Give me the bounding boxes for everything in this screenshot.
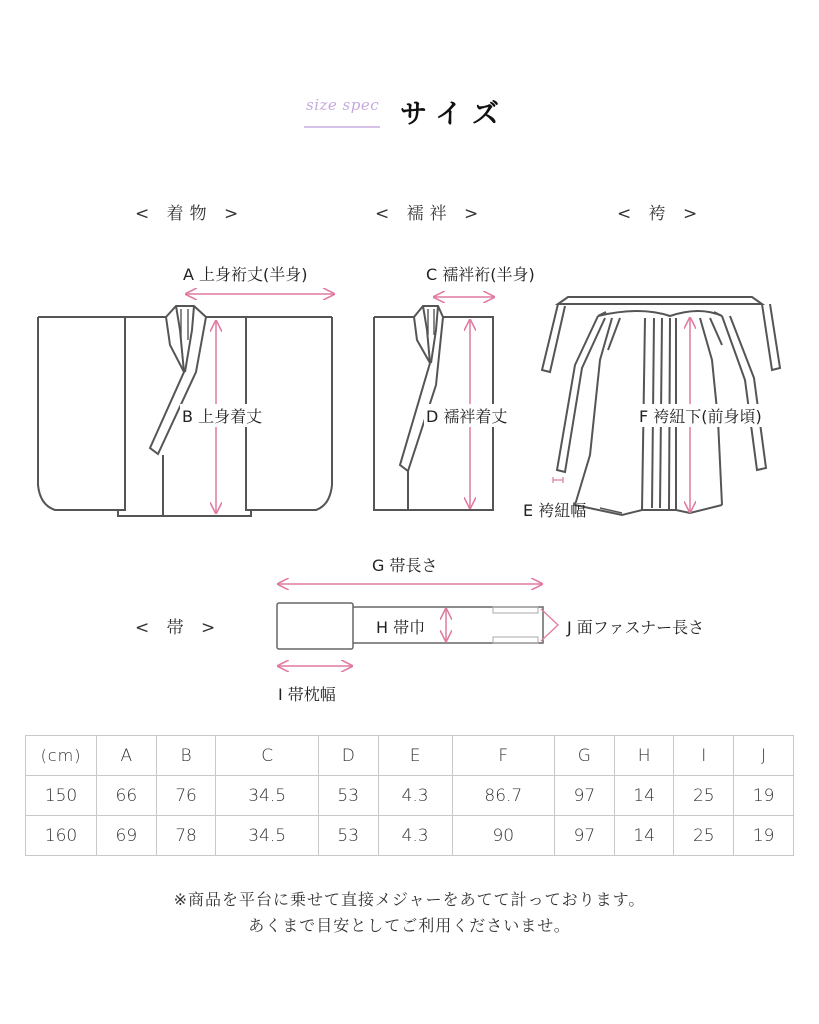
page-title: サイズ (400, 99, 509, 130)
dimension-label-h: H 帯巾 (376, 618, 426, 637)
table-cell: 76 (156, 776, 216, 816)
table-cell-size: 150 (26, 776, 97, 816)
table-cell: 4.3 (378, 776, 452, 816)
table-cell: 25 (674, 776, 734, 816)
table-header-cell: C (216, 736, 318, 776)
table-cell: 53 (318, 816, 378, 856)
table-cell: 90 (452, 816, 554, 856)
table-cell: 66 (97, 776, 157, 816)
table-header-cell: A (97, 736, 157, 776)
size-spec-script-label: size spec (306, 96, 380, 114)
table-cell: 97 (555, 776, 615, 816)
measurement-note-line1: ※商品を平台に乗せて直接メジャーをあてて計っております。 (173, 890, 646, 909)
section-label-kimono: < 着物 > (135, 204, 245, 224)
table-header-cell: B (156, 736, 216, 776)
dimension-label-f: F 袴紐下(前身頃) (637, 404, 764, 427)
section-label-obi: < 帯 > (135, 618, 222, 638)
section-label-juban: < 襦袢 > (375, 204, 485, 224)
table-cell: 4.3 (378, 816, 452, 856)
table-cell: 25 (674, 816, 734, 856)
table-cell: 14 (614, 776, 674, 816)
table-header-cell: I (674, 736, 734, 776)
table-row (26, 816, 794, 856)
table-header-cell: G (555, 736, 615, 776)
size-table (25, 735, 794, 856)
dimension-label-g: G 帯長さ (372, 556, 438, 575)
table-header-row (26, 736, 794, 776)
table-cell: 78 (156, 816, 216, 856)
table-cell: 69 (97, 816, 157, 856)
table-cell: 34.5 (216, 816, 318, 856)
table-cell: 34.5 (216, 776, 318, 816)
table-cell: 19 (734, 776, 794, 816)
table-header-cell: D (318, 736, 378, 776)
measurement-note-line2: あくまで目安としてご利用くださいませ。 (248, 916, 571, 935)
table-cell: 97 (555, 816, 615, 856)
table-cell: 14 (614, 816, 674, 856)
table-cell: 86.7 (452, 776, 554, 816)
dimension-label-a: A 上身裄丈(半身) (183, 265, 308, 284)
dimension-label-c: C 襦袢裄(半身) (426, 265, 535, 284)
dimension-label-j: J 面ファスナー長さ (567, 618, 705, 637)
section-label-hakama: < 袴 > (617, 204, 704, 224)
table-header-cell: F (452, 736, 554, 776)
table-header-cell: E (378, 736, 452, 776)
table-row (26, 776, 794, 816)
table-header-cell: H (614, 736, 674, 776)
table-cell-size: 160 (26, 816, 97, 856)
dimension-label-i: I 帯枕幅 (278, 685, 336, 704)
table-header-cell: (cm) (26, 736, 97, 776)
dimension-label-e: E 袴紐幅 (523, 501, 587, 520)
table-cell: 53 (318, 776, 378, 816)
table-cell: 19 (734, 816, 794, 856)
dimension-label-d: D 襦袢着丈 (424, 404, 509, 427)
dimension-label-b: B 上身着丈 (180, 404, 264, 427)
table-header-cell: J (734, 736, 794, 776)
